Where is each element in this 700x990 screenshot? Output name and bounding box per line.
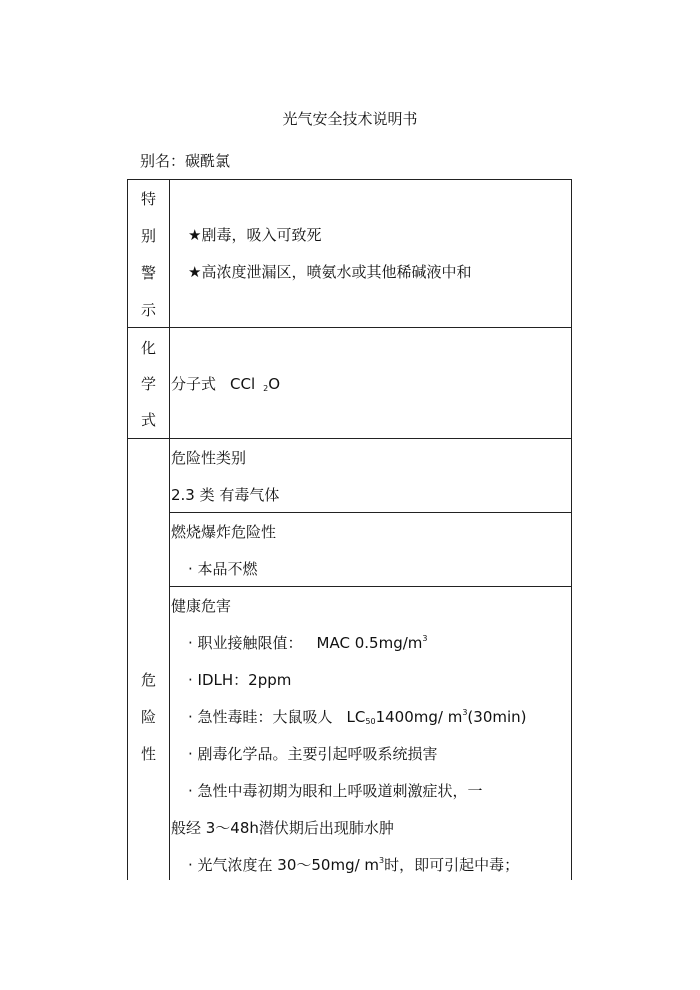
warning-line: ★高浓度泄漏区，喷氨水或其他稀碱液中和 [188, 263, 472, 281]
hazard-category-title: 危险性类别 [171, 449, 247, 467]
acute-value: 1400mg/ m [375, 708, 463, 726]
hazard-category-value: 2.3 类 有毒气体 [171, 486, 280, 504]
acute-toxicity [188, 707, 527, 727]
formula-part2: O [268, 375, 281, 393]
formula-label-char: 式 [140, 411, 156, 429]
concentration-label: · 光气浓度在 30～50mg/ m [188, 856, 380, 874]
exposure-limit [188, 633, 427, 653]
concentration-unit-sup: 3 [379, 856, 385, 865]
fire-hazard-title: 燃烧爆炸危险性 [171, 523, 277, 541]
concentration-line [188, 855, 519, 875]
row-divider-warning [128, 327, 571, 328]
exposure-limit-value: MAC 0.5mg/m [316, 634, 423, 652]
hazard-label-char: 险 [140, 708, 156, 726]
safety-table [127, 179, 572, 880]
document-title: 光气安全技术说明书 [282, 110, 418, 128]
row-divider-formula [128, 438, 571, 439]
fire-hazard-value: · 本品不燃 [188, 560, 258, 578]
row-divider-fire [170, 586, 571, 587]
warning-label-char: 警 [140, 264, 156, 282]
hazard-label-char: 性 [140, 745, 156, 763]
warning-label-char: 别 [140, 227, 156, 245]
concentration-tail: 时，即可引起中毒； [384, 856, 520, 874]
formula-subscript: 2 [263, 384, 269, 393]
health-hazard-title: 健康危害 [171, 597, 232, 615]
early-symptom-line-cont: 般经 3～48h潜伏期后出现肺水肿 [171, 819, 394, 837]
warning-label-char: 特 [140, 190, 156, 208]
warning-line: ★剧毒，吸入可致死 [188, 226, 322, 244]
formula-label-char: 化 [140, 339, 156, 357]
respiratory-line: · 剧毒化学品。主要引起呼吸系统损害 [188, 745, 438, 763]
acute-duration: (30min) [467, 708, 527, 726]
row-divider-category [170, 512, 571, 513]
acute-lc-sub: 50 [365, 717, 376, 726]
warning-label-char: 示 [140, 301, 156, 319]
early-symptom-line: · 急性中毒初期为眼和上呼吸道刺激症状，一 [188, 782, 483, 800]
idlh-line: · IDLH：2ppm [188, 671, 292, 689]
acute-toxicity-label: · 急性毒眭：大鼠吸人 [188, 708, 333, 726]
formula-label-char: 学 [140, 375, 156, 393]
alias-line: 别名：碳酰氯 [140, 152, 231, 170]
acute-lc: LC [346, 708, 366, 726]
hazard-label-char: 危 [140, 671, 156, 689]
acute-unit-sup: 3 [462, 708, 468, 717]
column-divider [169, 180, 170, 880]
formula-prefix: 分子式 [171, 375, 217, 393]
exposure-limit-label: · 职业接触限值： [188, 634, 303, 652]
molecular-formula [171, 374, 280, 394]
exposure-limit-unit-sup: 3 [422, 634, 428, 643]
formula-part1: CCl [230, 375, 256, 393]
